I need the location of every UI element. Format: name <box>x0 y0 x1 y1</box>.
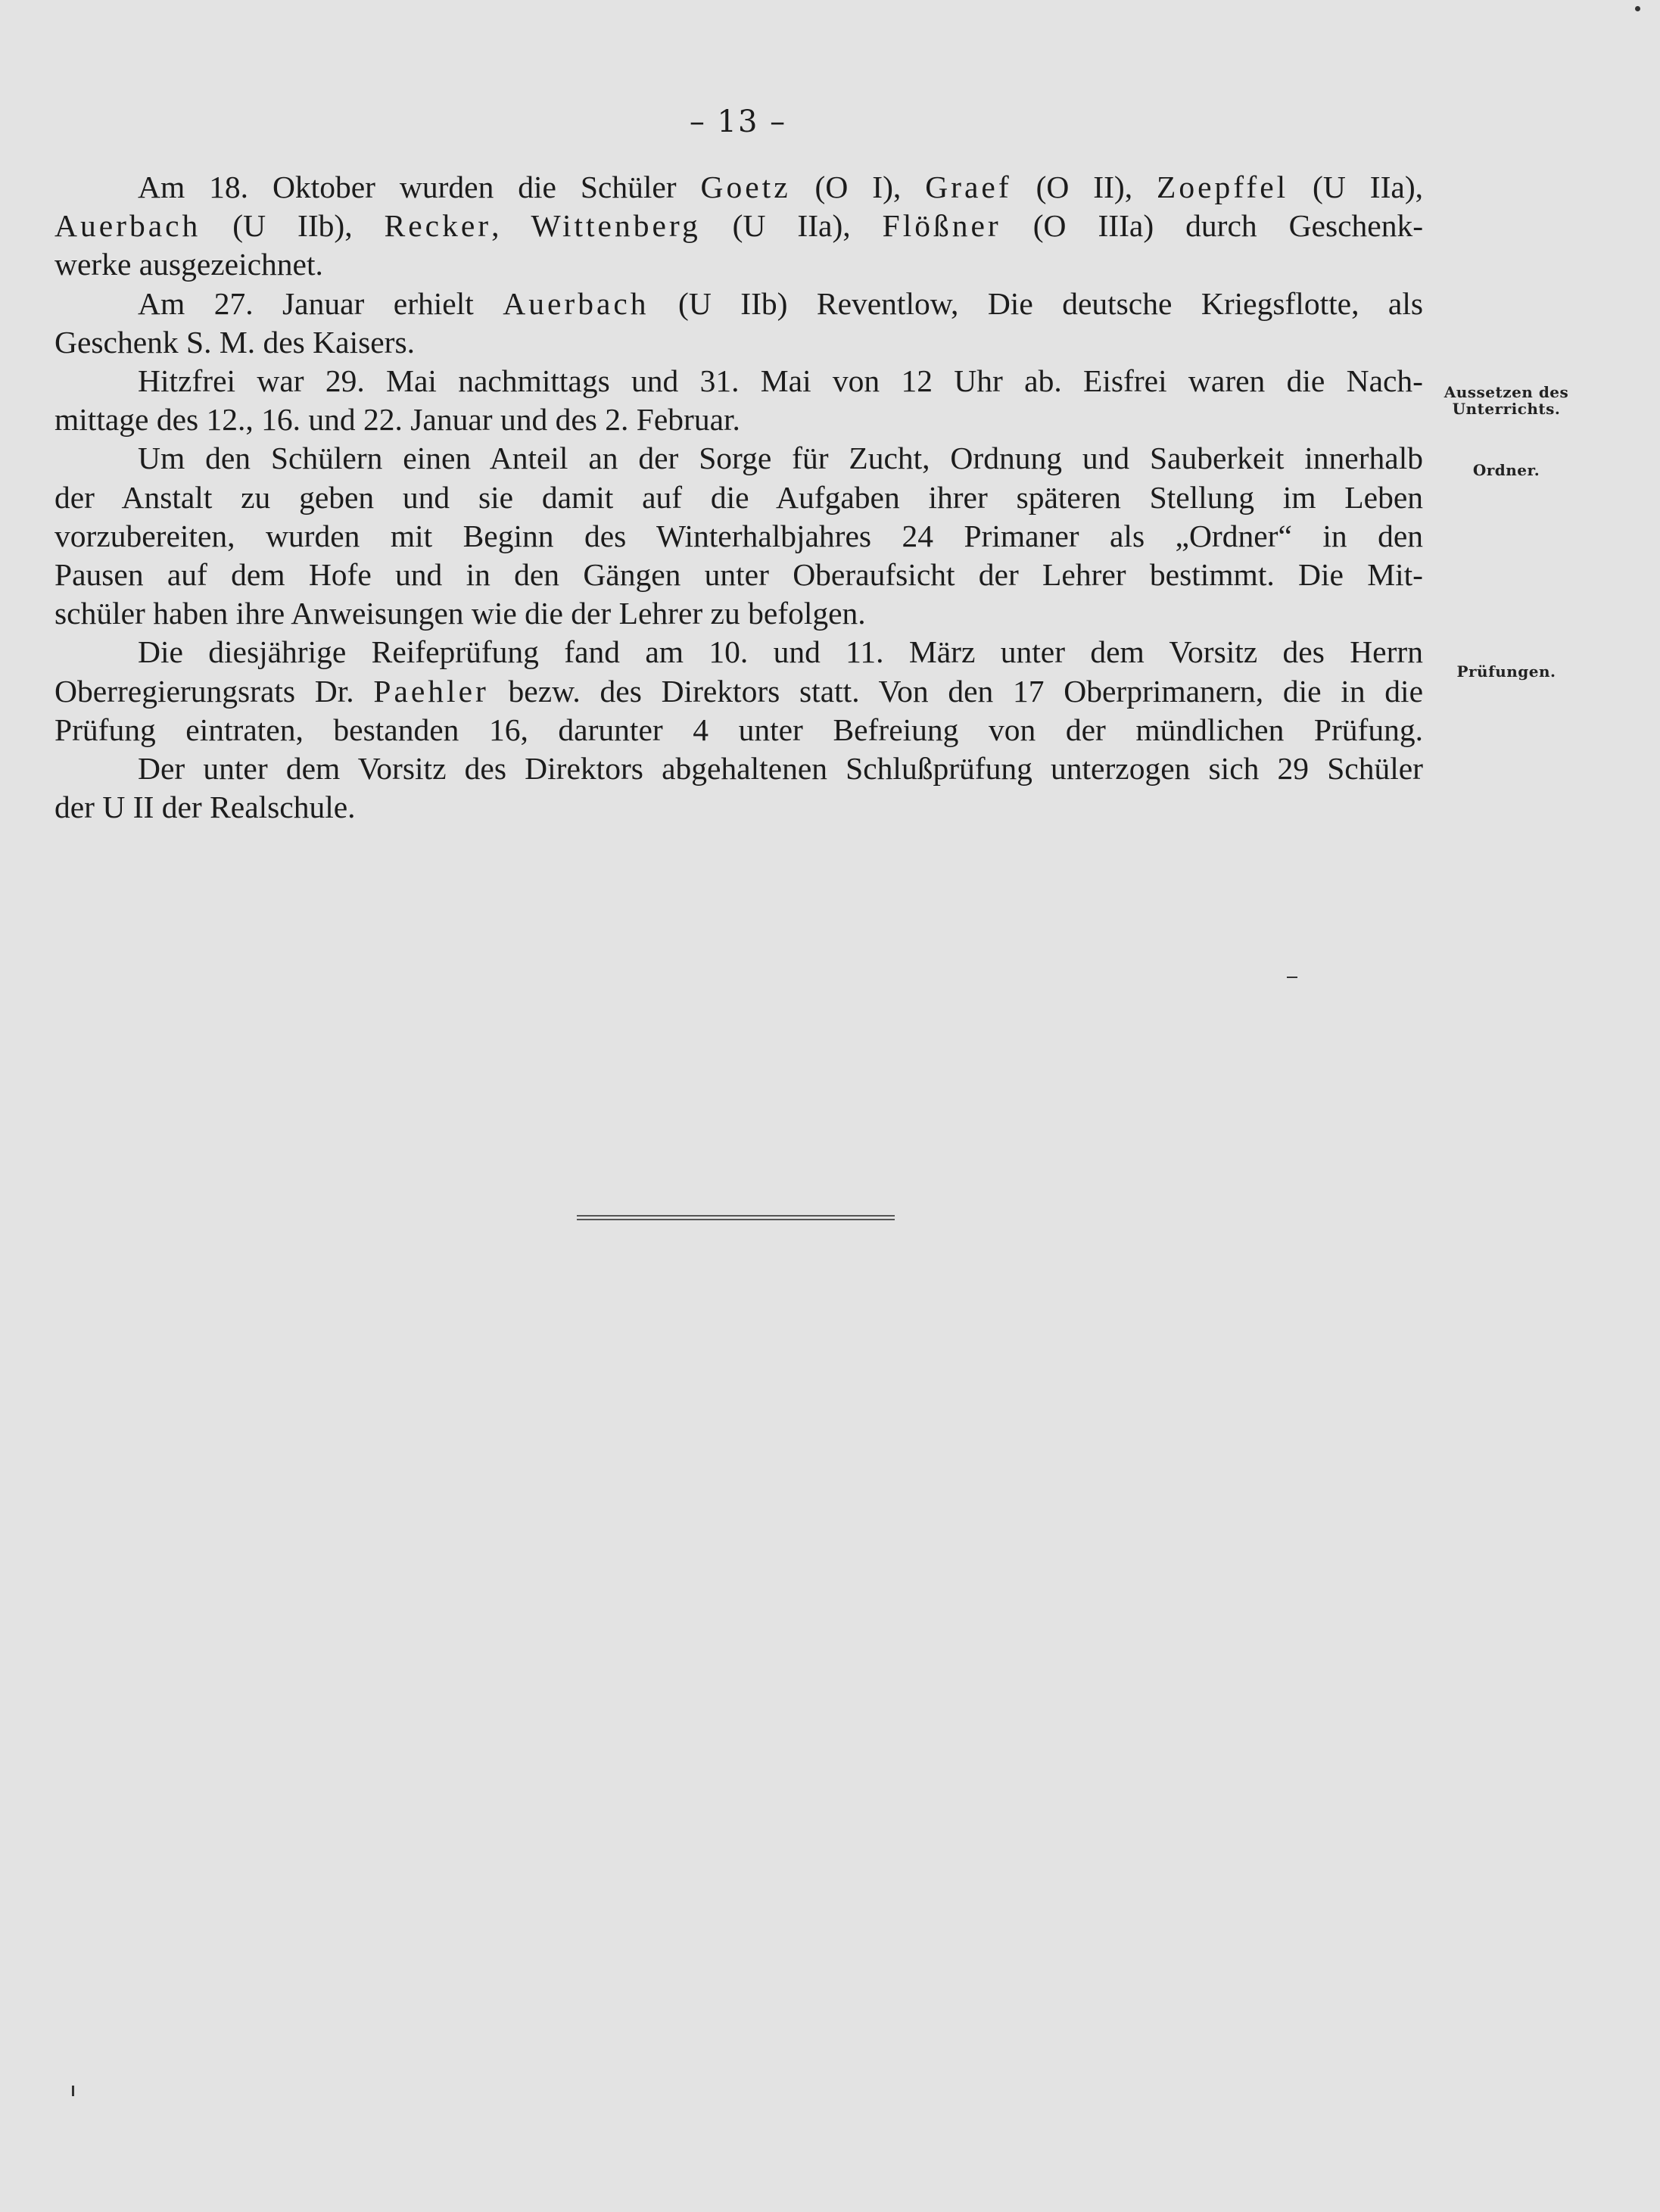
spaced-name: Auerbach <box>503 285 649 321</box>
paragraph-gift <box>55 285 1423 362</box>
text-line: Oberregierungsrats Dr. Paehler bezw. des Direktors statt. Von den 17 Oberprimanern, die in die <box>55 673 1423 709</box>
text-line: mittage des 12., 16. und 22. Januar und des 2. Februar. <box>55 402 740 438</box>
text-line: Um den Schülern einen Anteil an der Sorge für Zucht, Ordnung und Sauberkeit innerhalb <box>138 441 1423 476</box>
marginal-note-aussetzen <box>1431 384 1582 417</box>
spaced-name: Auerbach <box>55 208 201 244</box>
text-line: Hitzfrei war 29. Mai nachmittags und 31. Mai von 12 Uhr ab. Eisfrei waren die Nach- <box>138 363 1423 399</box>
text-line: Am 18. Oktober wurden die Schüler Goetz (O I), Graef (O II), Zoepffel (U IIa), <box>138 170 1424 204</box>
text-line: Die diesjährige Reifeprüfung fand am 10. und 11. März unter dem Vorsitz des Herrn <box>138 634 1423 670</box>
text-line: der Anstalt zu geben und sie damit auf die Aufgaben ihrer späteren Stellung im Leben <box>55 479 1423 515</box>
spaced-name: Recker <box>384 208 492 244</box>
spaced-name: Wittenberg <box>531 208 701 244</box>
print-speck <box>1635 6 1640 11</box>
text-line: Auerbach (U IIb), Recker, Wittenberg (U IIa), Flößner (O IIIa) durch Geschenk- <box>55 208 1424 244</box>
text-line: Geschenk S. M. des Kaisers. <box>55 324 416 360</box>
spaced-name: Zoepffel <box>1157 170 1289 204</box>
text-line: der U II der Realschule. <box>55 790 356 825</box>
spaced-name: Paehler <box>373 673 489 709</box>
print-speck <box>72 2086 74 2096</box>
marginal-note-ordner: Ordner. <box>1472 461 1540 479</box>
spaced-name: Goetz <box>700 170 791 204</box>
text-line: schüler haben ihre Anweisungen wie die der Lehrer zu befolgen. <box>55 596 866 631</box>
closing-double-rule <box>577 1215 895 1220</box>
body-text <box>55 168 1423 827</box>
paragraph-reifepruefung <box>55 633 1423 749</box>
paragraph-hitzfrei <box>55 362 1423 439</box>
marginal-line: Aussetzen des <box>1444 383 1569 401</box>
text-line: Am 27. Januar erhielt Auerbach (U IIb) Reventlow, Die deutsche Kriegsflotte, als <box>138 285 1423 321</box>
print-speck <box>1287 977 1297 978</box>
marginal-note-pruefungen: Prüfungen. <box>1456 662 1556 681</box>
text-line: werke ausgezeichnet. <box>55 247 323 282</box>
marginal-line: Unterrichts. <box>1452 400 1561 418</box>
text-line: Pausen auf dem Hofe und in den Gängen unter Oberaufsicht der Lehrer bestimmt. Die Mit- <box>55 557 1423 593</box>
text-line: vorzubereiten, wurden mit Beginn des Winterhalbjahres 24 Primaner als „Ordner“ in den <box>55 518 1423 553</box>
text-line: Prüfung eintraten, bestanden 16, darunter 4 unter Befreiung von der mündlichen Prüfung. <box>55 712 1423 747</box>
paragraph-awards <box>55 168 1423 285</box>
spaced-name: Flößner <box>882 208 1001 244</box>
paragraph-schlusspruefung <box>55 749 1423 827</box>
spaced-name: Graef <box>925 170 1012 204</box>
text-line: Der unter dem Vorsitz des Direktors abgehaltenen Schlußprüfung unterzogen sich 29 Schüler <box>138 751 1423 787</box>
page-number: – 13 – <box>689 104 787 139</box>
paragraph-ordner <box>55 439 1423 633</box>
